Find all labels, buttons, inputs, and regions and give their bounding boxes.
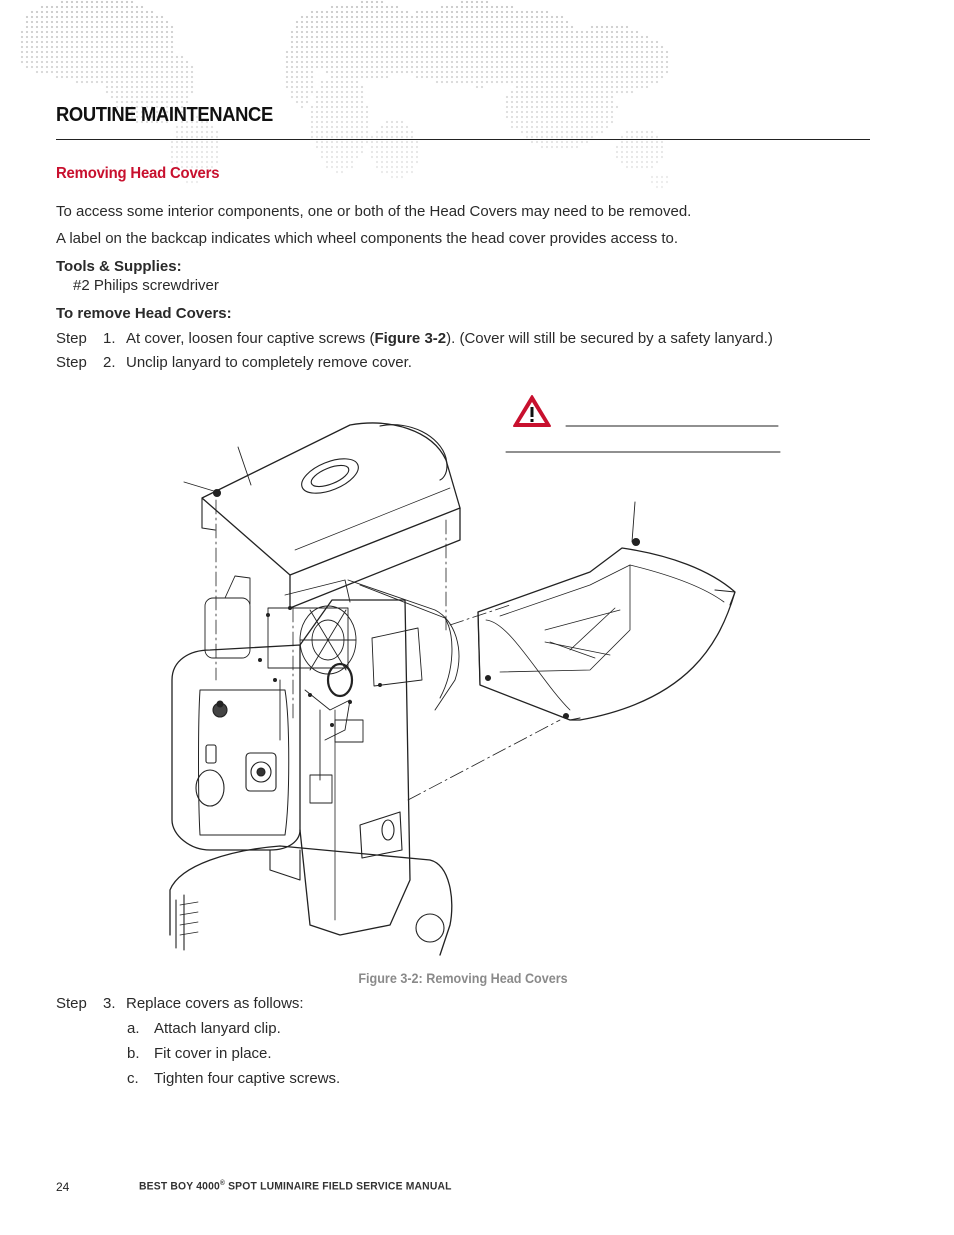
registered-mark: ® (220, 1180, 226, 1187)
substep-b (127, 1045, 272, 1062)
step-label: Step (56, 330, 87, 347)
step-label: Step (56, 354, 87, 371)
step-number: 2. (103, 354, 116, 371)
intro-paragraph-1: To access some interior components, one or both of the Head Covers may need to be removed. (56, 203, 692, 220)
step-text: Replace covers as follows: (126, 995, 304, 1012)
step-number: 1. (103, 330, 116, 347)
step-text-continued: ). (Cover will still be secured by a safety lanyard.) (446, 330, 773, 347)
section-title: ROUTINE MAINTENANCE (56, 104, 273, 126)
substep-letter: a. (127, 1020, 140, 1037)
step-text: At cover, loosen four captive screws ( (126, 330, 375, 347)
substep-c (127, 1070, 340, 1087)
substep-text: Fit cover in place. (154, 1045, 272, 1062)
step-text: Unclip lanyard to completely remove cover. (126, 354, 412, 371)
page-number: 24 (56, 1180, 70, 1194)
step-number: 3. (103, 995, 116, 1012)
manual-title (139, 1180, 452, 1193)
head-cover-removal-illustration (150, 380, 790, 960)
manual-title-suffix: SPOT LUMINAIRE FIELD SERVICE MANUAL (225, 1180, 452, 1193)
step-1 (56, 330, 773, 347)
warning-triangle-icon (514, 396, 550, 426)
procedure-heading: To remove Head Covers: (56, 305, 232, 322)
manual-title-prefix: BEST BOY 4000 (139, 1180, 221, 1193)
intro-paragraph-2: A label on the backcap indicates which wheel components the head cover provides access to. (56, 230, 679, 247)
substep-a (127, 1020, 281, 1037)
step-label: Step (56, 995, 87, 1012)
step-2 (56, 354, 412, 371)
figure-caption: Figure 3-2: Removing Head Covers (358, 970, 568, 986)
tools-item: #2 Philips screwdriver (73, 277, 219, 294)
substep-letter: b. (127, 1045, 140, 1062)
step-3 (56, 995, 304, 1012)
substep-text: Attach lanyard clip. (154, 1020, 281, 1037)
tools-heading: Tools & Supplies: (56, 258, 182, 275)
subsection-title: Removing Head Covers (56, 165, 220, 182)
substep-text: Tighten four captive screws. (154, 1070, 341, 1087)
figure-reference: Figure 3-2 (374, 330, 447, 347)
substep-letter: c. (127, 1070, 139, 1087)
section-divider (56, 139, 870, 140)
